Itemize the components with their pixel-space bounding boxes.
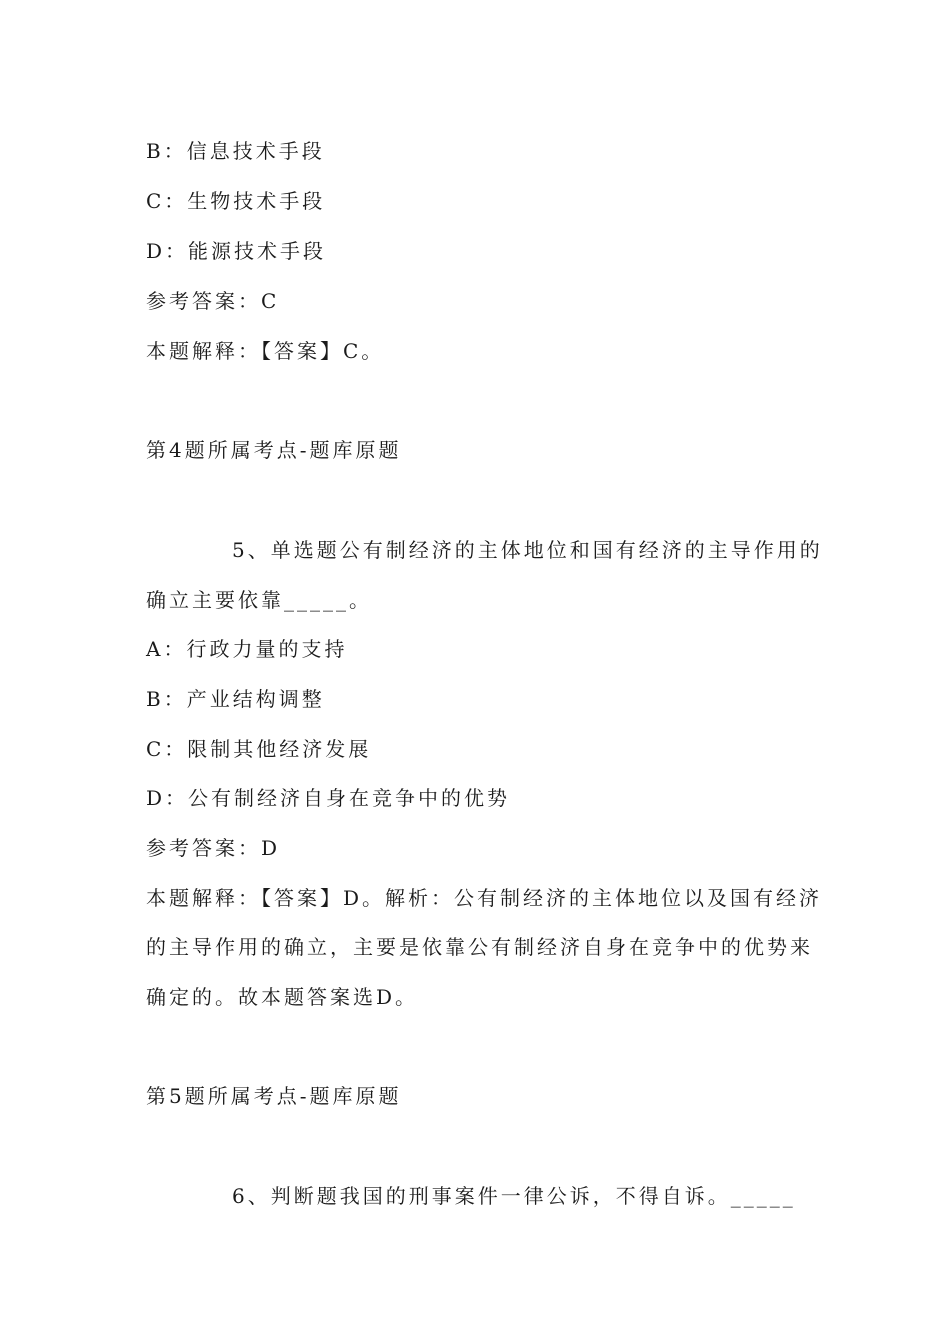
q5-stem-line1: 5、单选题公有制经济的主体地位和国有经济的主导作用的 [232, 538, 823, 562]
q5-explanation-line1: 本题解释：【答案】D。解析：公有制经济的主体地位以及国有经济 [146, 886, 823, 910]
q5-option-d: D：公有制经济自身在竞争中的优势 [146, 786, 511, 810]
q5-option-b: B：产业结构调整 [146, 687, 325, 711]
q4-option-c: C：生物技术手段 [146, 189, 326, 213]
q5-option-c: C：限制其他经济发展 [146, 737, 372, 761]
q5-explanation-line2: 的主导作用的确立，主要是依靠公有制经济自身在竞争中的优势来 [146, 935, 813, 959]
q5-option-a: A：行政力量的支持 [146, 637, 348, 661]
q4-answer: 参考答案：C [146, 289, 280, 313]
q4-explanation: 本题解释：【答案】C。 [146, 339, 385, 363]
q5-explanation-line3: 确定的。故本题答案选D。 [146, 985, 419, 1009]
q5-topic: 第5题所属考点-题库原题 [146, 1084, 402, 1108]
q4-option-d: D：能源技术手段 [146, 239, 327, 263]
q5-stem-line2: 确立主要依靠_____。 [146, 588, 372, 612]
q4-topic: 第4题所属考点-题库原题 [146, 438, 402, 462]
q6-stem-line1: 6、判断题我国的刑事案件一律公诉，不得自诉。_____ [232, 1184, 796, 1208]
q5-answer: 参考答案：D [146, 836, 281, 860]
q4-option-b: B：信息技术手段 [146, 139, 325, 163]
